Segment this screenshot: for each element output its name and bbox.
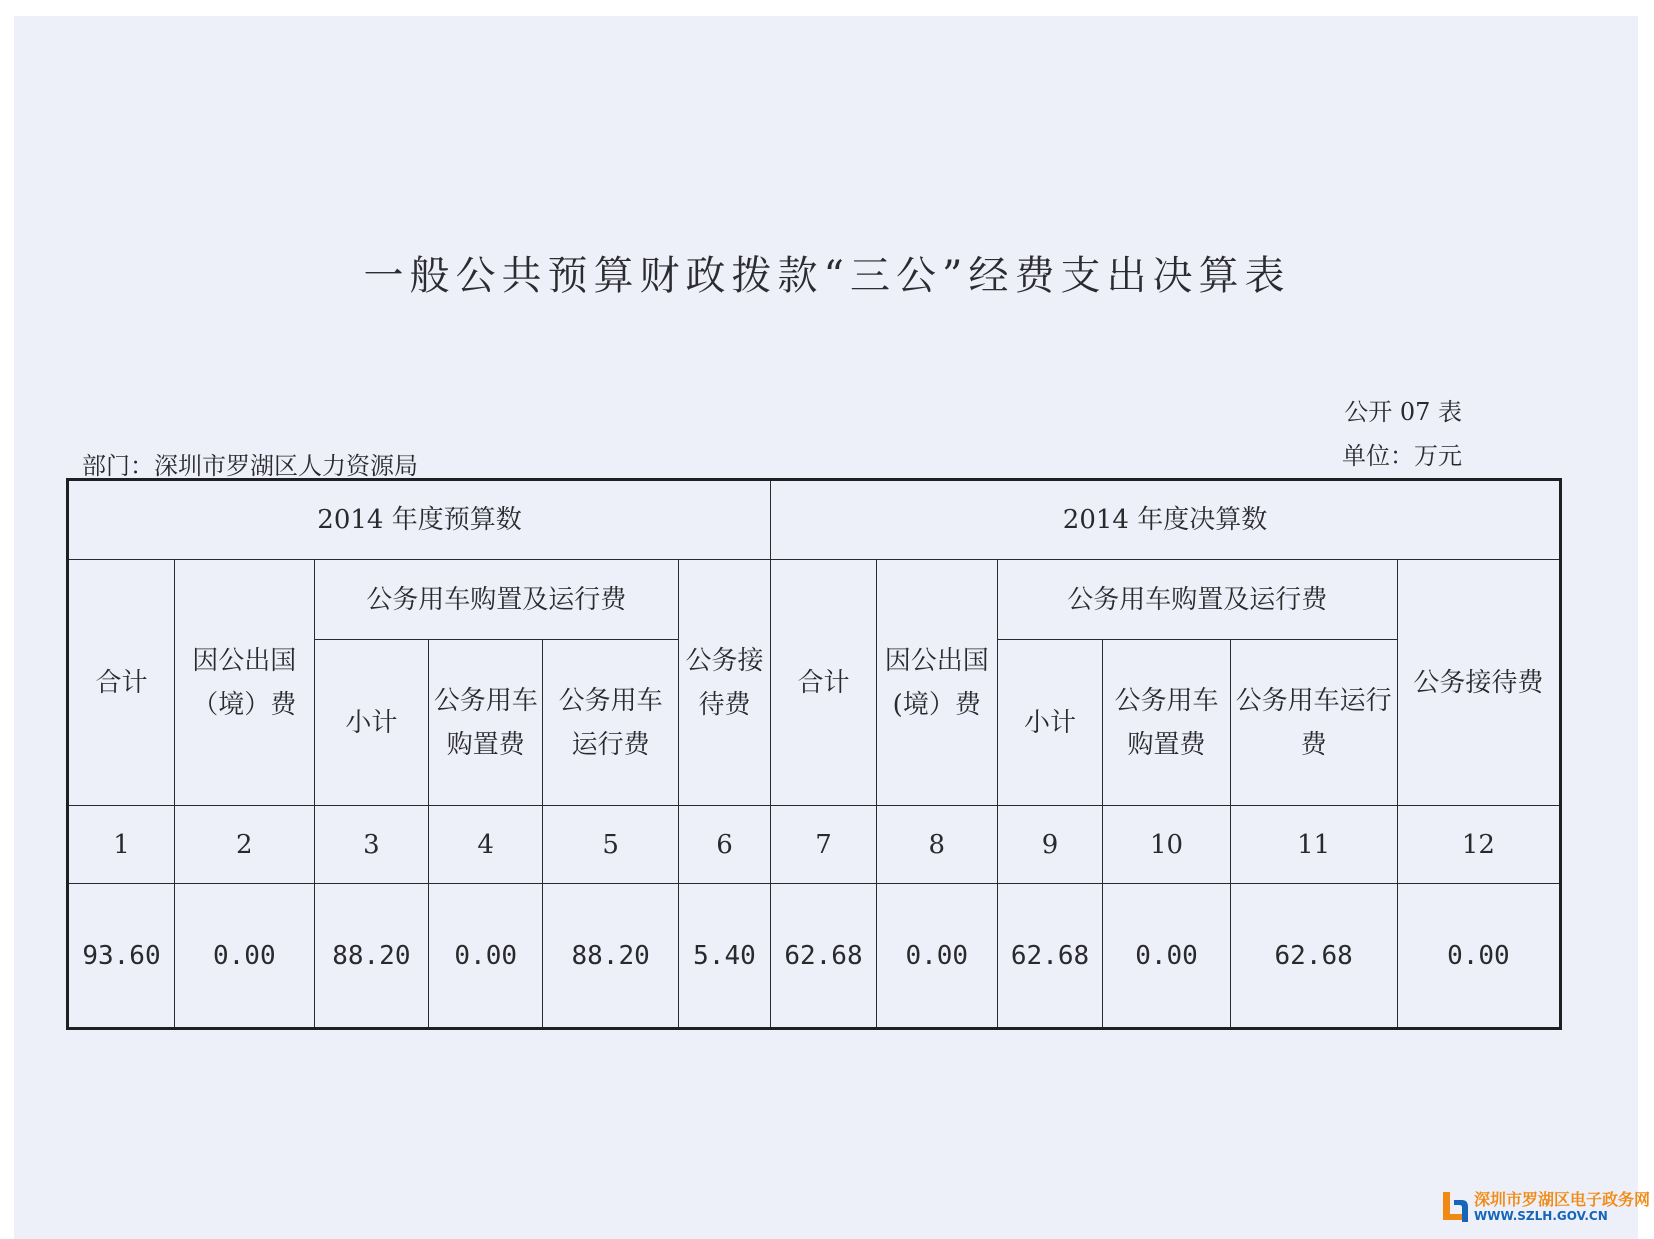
budget-total-header: 合计 <box>68 560 175 806</box>
final-vehicle-operation-header: 公务用车运行费 <box>1230 640 1397 806</box>
watermark-logo <box>1440 1190 1650 1224</box>
budget-overseas-header: 因公出国（境）费 <box>174 560 314 806</box>
final-vehicle-purchase-header: 公务用车购置费 <box>1103 640 1230 806</box>
value-cell: 88.20 <box>543 884 679 1029</box>
budget-group-header: 2014 年度预算数 <box>68 480 771 560</box>
final-vehicle-group-header: 公务用车购置及运行费 <box>997 560 1397 640</box>
index-cell: 3 <box>314 806 428 884</box>
final-total-header: 合计 <box>771 560 877 806</box>
final-subtotal-header: 小计 <box>997 640 1103 806</box>
form-number: 公开 07 表 <box>1344 398 1462 426</box>
value-cell: 62.68 <box>1230 884 1397 1029</box>
index-cell: 11 <box>1230 806 1397 884</box>
index-cell: 4 <box>429 806 543 884</box>
index-cell: 9 <box>997 806 1103 884</box>
department-label: 部门：深圳市罗湖区人力资源局 <box>82 452 418 480</box>
value-cell: 5.40 <box>678 884 770 1029</box>
value-cell: 88.20 <box>314 884 428 1029</box>
unit-label: 单位：万元 <box>1342 442 1462 470</box>
expenditure-table <box>66 478 1562 1030</box>
final-group-header: 2014 年度决算数 <box>771 480 1561 560</box>
index-cell: 10 <box>1103 806 1230 884</box>
document-title: 一般公共预算财政拨款“三公”经费支出决算表 <box>363 253 1291 299</box>
index-cell: 1 <box>68 806 175 884</box>
value-cell: 62.68 <box>771 884 877 1029</box>
value-cell: 0.00 <box>1397 884 1560 1029</box>
budget-vehicle-purchase-header: 公务用车购置费 <box>429 640 543 806</box>
final-overseas-header: 因公出国(境）费 <box>876 560 997 806</box>
index-cell: 6 <box>678 806 770 884</box>
value-cell: 62.68 <box>997 884 1103 1029</box>
budget-reception-header: 公务接待费 <box>678 560 770 806</box>
index-cell: 7 <box>771 806 877 884</box>
value-cell: 0.00 <box>876 884 997 1029</box>
value-cell: 0.00 <box>174 884 314 1029</box>
index-cell: 12 <box>1397 806 1560 884</box>
watermark-url: WWW.SZLH.GOV.CN <box>1474 1209 1608 1223</box>
value-cell: 0.00 <box>1103 884 1230 1029</box>
index-cell: 8 <box>876 806 997 884</box>
budget-vehicle-group-header: 公务用车购置及运行费 <box>314 560 678 640</box>
watermark-name: 深圳市罗湖区电子政务网 <box>1474 1190 1651 1209</box>
budget-subtotal-header: 小计 <box>314 640 428 806</box>
value-cell: 0.00 <box>429 884 543 1029</box>
index-cell: 5 <box>543 806 679 884</box>
final-reception-header: 公务接待费 <box>1397 560 1560 806</box>
lh-logo-icon <box>1440 1190 1470 1224</box>
value-cell: 93.60 <box>68 884 175 1029</box>
index-cell: 2 <box>174 806 314 884</box>
budget-vehicle-operation-header: 公务用车运行费 <box>543 640 679 806</box>
